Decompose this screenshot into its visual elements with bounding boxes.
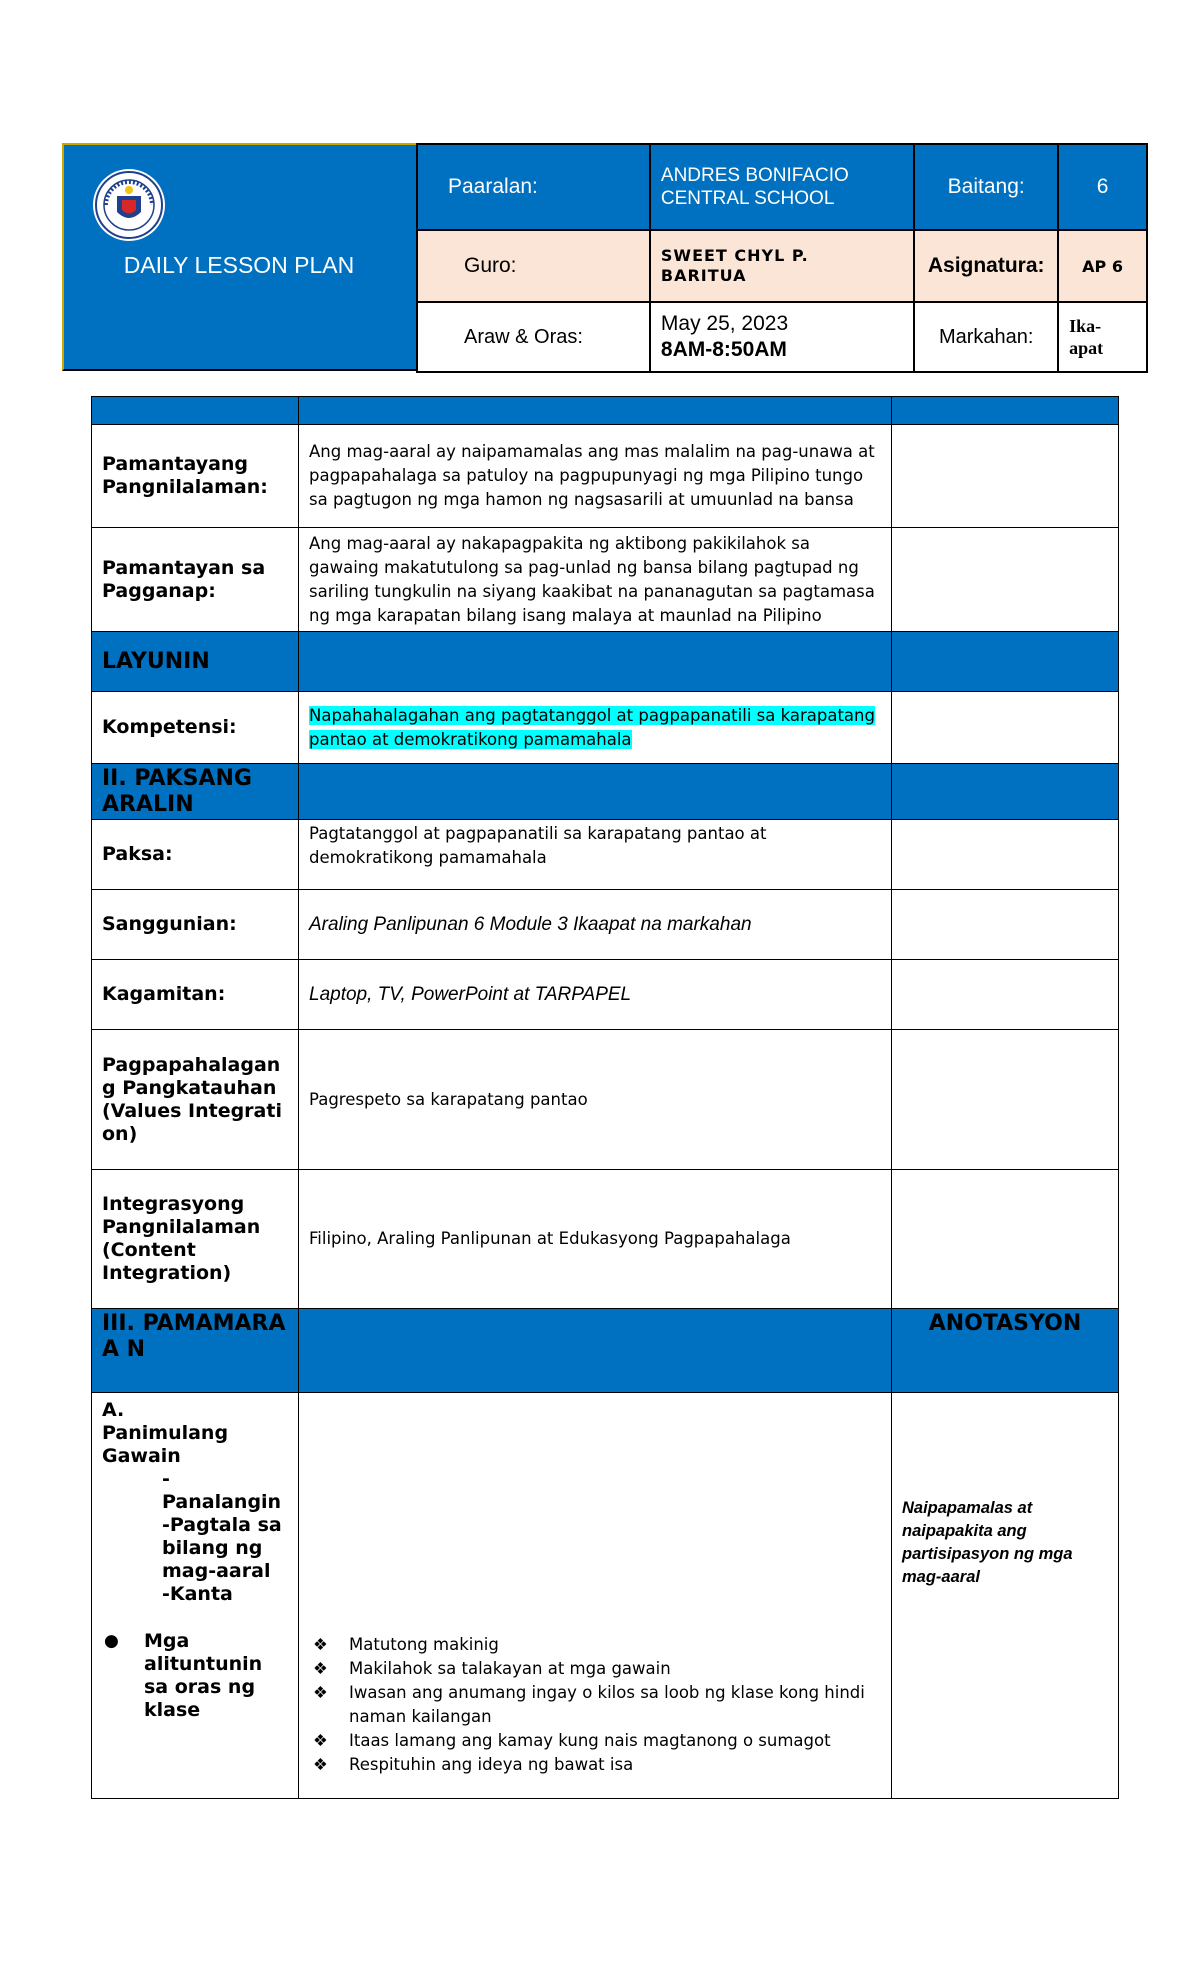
pagganap-label: Pamantayan sa Pagganap: xyxy=(92,528,299,632)
diamond-bullet-icon: ❖ xyxy=(313,1683,328,1702)
baitang-label: Baitang: xyxy=(914,144,1058,230)
list-item: ❖ Itaas lamang ang kamay kung nais magtanong o sumagot xyxy=(309,1729,881,1753)
paksang-aralin-row xyxy=(92,764,1119,820)
kagamitan-row xyxy=(92,960,1119,1030)
values-integration-label: Pagpapahalagan g Pangkatauhan (Values Integration) xyxy=(92,1030,299,1170)
anotasyon-text: Naipapamalas at naipapakita ang partisipasyon ng mga mag-aaral xyxy=(892,1393,1119,1799)
asignatura-value: AP 6 xyxy=(1058,230,1147,302)
kagamitan-label: Kagamitan: xyxy=(92,960,299,1030)
kompetensi-label: Kompetensi: xyxy=(92,692,299,764)
lesson-plan-table xyxy=(91,396,1119,1799)
panimula-step: -Panalangin xyxy=(162,1468,282,1513)
paksa-label: Paksa: xyxy=(92,820,299,890)
rules-cell xyxy=(299,1393,892,1799)
sanggunian-label: Sanggunian: xyxy=(92,890,299,960)
pagganap-text: Ang mag-aaral ay nakapagpakita ng aktibong pakikilahok sa gawaing makatutulong sa pag-unlad ng bansa bilang pagtupad ng sariling tungkulin na siyang kaakibat na pananagutan sa pagtamasa ng mga karapatan bilang isang malaya at maunlad na Pilipino xyxy=(299,528,892,632)
pamamaraan-heading: III. PAMAMARAA N xyxy=(92,1309,299,1393)
class-rules-list xyxy=(309,1633,881,1777)
table-header-row xyxy=(92,397,1119,425)
pagganap-row xyxy=(92,528,1119,632)
content-integration-row xyxy=(92,1170,1119,1309)
list-item: ❖ Iwasan ang anumang ingay o kilos sa loob ng klase kong hindi naman kailangan xyxy=(313,1683,865,1726)
panimulang-gawain-cell xyxy=(92,1393,299,1799)
diamond-bullet-icon: ❖ xyxy=(313,1659,328,1678)
values-integration-row xyxy=(92,1030,1119,1170)
daily-lesson-plan-title: DAILY LESSON PLAN xyxy=(123,252,355,278)
bullet-icon: ● xyxy=(104,1631,119,1651)
markahan-value: Ika-apat xyxy=(1058,302,1147,372)
values-integration-text: Pagrespeto sa karapatang pantao xyxy=(299,1030,892,1170)
paksa-row xyxy=(92,820,1119,890)
content-integration-label: Integrasyong Pangnilalaman (Content Integration) xyxy=(92,1170,299,1309)
diamond-bullet-icon: ❖ xyxy=(313,1755,328,1774)
panimulang-gawain-label: A. Panimulang Gawain xyxy=(102,1399,229,1467)
list-item: ❖ Makilahok sa talakayan at mga gawain xyxy=(309,1657,881,1681)
kompetensi-row xyxy=(92,692,1119,764)
anotasyon-heading: ANOTASYON xyxy=(892,1309,1119,1393)
alituntunin-label: Mga alituntunin sa oras ng klase xyxy=(144,1630,263,1721)
guro-value: SWEET CHYL P. BARITUA xyxy=(650,230,914,302)
date-text: May 25, 2023 xyxy=(660,312,789,335)
pamantayang-row xyxy=(92,425,1119,528)
list-item: ❖ Respituhin ang ideya ng bawat isa xyxy=(309,1753,881,1777)
list-item: ❖ Matutong makinig xyxy=(309,1633,881,1657)
pamamaraan-row xyxy=(92,1309,1119,1393)
panimulang-gawain-row xyxy=(92,1393,1119,1799)
header-info-table xyxy=(416,143,1148,373)
sanggunian-text: Araling Panlipunan 6 Module 3 Ikaapat na markahan xyxy=(299,890,892,960)
time-text: 8AM-8:50AM xyxy=(660,338,787,361)
sanggunian-row xyxy=(92,890,1119,960)
layunin-row xyxy=(92,632,1119,692)
paaralan-label: Paaralan: xyxy=(417,144,650,230)
diamond-bullet-icon: ❖ xyxy=(313,1731,328,1750)
baitang-value: 6 xyxy=(1058,144,1147,230)
diamond-bullet-icon: ❖ xyxy=(313,1635,328,1654)
deped-seal-icon xyxy=(92,168,166,242)
layunin-heading: LAYUNIN xyxy=(92,632,299,692)
paksang-aralin-heading: II. PAKSANG ARALIN xyxy=(92,764,299,820)
content-integration-text: Filipino, Araling Panlipunan at Edukasyong Pagpapahalaga xyxy=(299,1170,892,1309)
asignatura-label: Asignatura: xyxy=(914,230,1058,302)
panimula-step: -Pagtala sa bilang ng mag-aaral xyxy=(162,1514,282,1582)
pamantayang-text: Ang mag-aaral ay naipamamalas ang mas malalim na pag-unawa at pagpapahalaga sa patuloy na pagpupunyagi ng mga Pilipino tungo sa pagtugon ng mga hamon ng nagsasarili at umuunlad na bansa xyxy=(299,425,892,528)
araw-oras-label: Araw & Oras: xyxy=(417,302,650,372)
markahan-label: Markahan: xyxy=(914,302,1058,372)
pamantayang-label: Pamantayang Pangnilalaman: xyxy=(92,425,299,528)
paaralan-value: ANDRES BONIFACIO CENTRAL SCHOOL xyxy=(650,144,914,230)
kompetensi-text: Napahahalagahan ang pagtatanggol at pagpapanatili sa karapatang pantao at demokratikong pamamahala xyxy=(309,705,875,749)
kagamitan-text: Laptop, TV, PowerPoint at TARPAPEL xyxy=(299,960,892,1030)
araw-oras-value xyxy=(650,302,914,372)
guro-label: Guro: xyxy=(417,230,650,302)
paksa-text: Pagtatanggol at pagpapanatili sa karapatang pantao at demokratikong pamamahala xyxy=(299,820,892,890)
panimula-step: -Kanta xyxy=(162,1583,233,1605)
